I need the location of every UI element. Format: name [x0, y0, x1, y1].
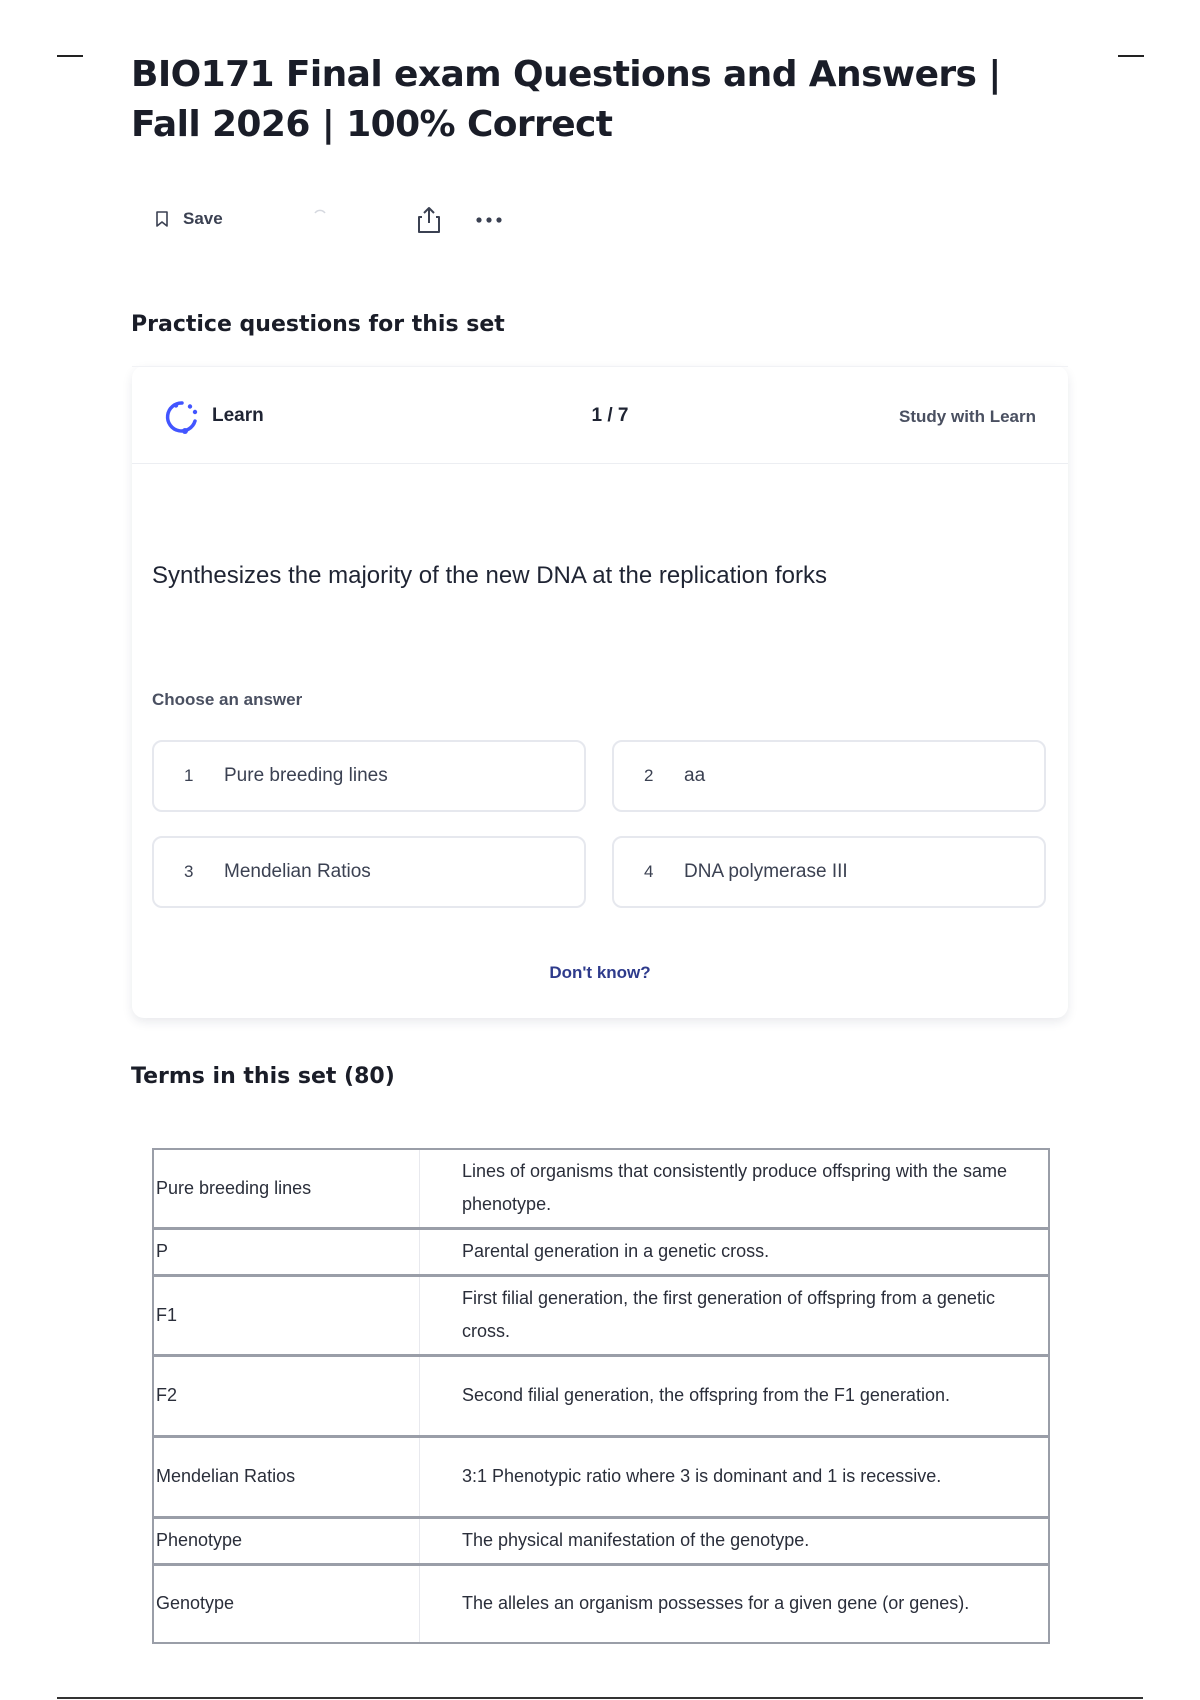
table-row — [153, 1517, 1049, 1564]
learn-label: Learn — [212, 405, 264, 426]
definition-cell: First filial generation, the first generation of offspring from a genetic cross. — [420, 1275, 1050, 1355]
option-number: 4 — [644, 862, 654, 881]
save-button[interactable] — [154, 209, 223, 229]
term-cell: Phenotype — [153, 1517, 420, 1564]
table-row — [153, 1149, 1049, 1228]
dont-know-label: Don't know? — [549, 963, 651, 982]
definition-cell: The alleles an organism possesses for a given gene (or genes). — [462, 1593, 970, 1614]
corner-dash-left — [57, 55, 83, 57]
learn-mode-icon — [164, 399, 200, 435]
answer-option-1[interactable] — [152, 740, 586, 812]
table-row — [153, 1228, 1049, 1275]
option-text: Mendelian Ratios — [224, 861, 371, 882]
definition-cell: The physical manifestation of the genotype. — [420, 1517, 1050, 1564]
table-row — [153, 1436, 1049, 1517]
answer-option-2[interactable] — [612, 740, 1046, 812]
learn-header — [132, 366, 1068, 464]
practice-heading: Practice questions for this set — [131, 312, 505, 337]
dont-know-button[interactable] — [132, 963, 1068, 983]
definition-cell: Second filial generation, the offspring from the F1 generation. — [420, 1355, 1050, 1436]
bottom-rule — [57, 1697, 1143, 1699]
answer-option-4[interactable] — [612, 836, 1046, 908]
question-prompt: Synthesizes the majority of the new DNA at the replication forks — [152, 562, 827, 589]
terms-table — [152, 1148, 1050, 1644]
study-with-learn-link[interactable]: Study with Learn — [899, 407, 1036, 426]
definition-cell: Parental generation in a genetic cross. — [420, 1228, 1050, 1275]
term-cell: Pure breeding lines — [153, 1149, 420, 1228]
option-text: Pure breeding lines — [224, 765, 388, 786]
term-cell: F1 — [153, 1275, 420, 1355]
corner-dash-right — [1118, 55, 1144, 57]
share-icon[interactable] — [416, 205, 442, 235]
option-number: 1 — [184, 766, 194, 785]
table-row — [153, 1275, 1049, 1355]
choose-answer-label: Choose an answer — [152, 690, 303, 709]
option-number: 2 — [644, 766, 654, 785]
bookmark-icon — [154, 210, 170, 228]
toolbar — [154, 205, 534, 237]
loading-spinner-icon — [312, 205, 328, 215]
option-text: aa — [684, 765, 706, 786]
term-cell: Mendelian Ratios — [153, 1436, 420, 1517]
option-text: DNA polymerase III — [684, 861, 848, 882]
answer-option-3[interactable] — [152, 836, 586, 908]
definition-cell: Lines of organisms that consistently produce offspring with the same phenotype. — [420, 1149, 1050, 1228]
terms-heading: Terms in this set (80) — [131, 1064, 395, 1089]
more-icon[interactable] — [474, 208, 504, 232]
page-title: BIO171 Final exam Questions and Answers | Fall 2026 | 100% Correct — [131, 54, 1001, 145]
progress-counter: 1 / 7 — [591, 405, 629, 426]
table-row — [153, 1355, 1049, 1436]
definition-cell: 3:1 Phenotypic ratio where 3 is dominant and 1 is recessive. — [420, 1436, 1050, 1517]
table-row — [153, 1564, 1049, 1643]
save-label: Save — [183, 209, 223, 228]
term-cell: P — [153, 1228, 420, 1275]
option-number: 3 — [184, 862, 194, 881]
learn-card — [132, 366, 1068, 1018]
term-cell: F2 — [153, 1355, 420, 1436]
term-cell: Genotype — [153, 1564, 420, 1643]
